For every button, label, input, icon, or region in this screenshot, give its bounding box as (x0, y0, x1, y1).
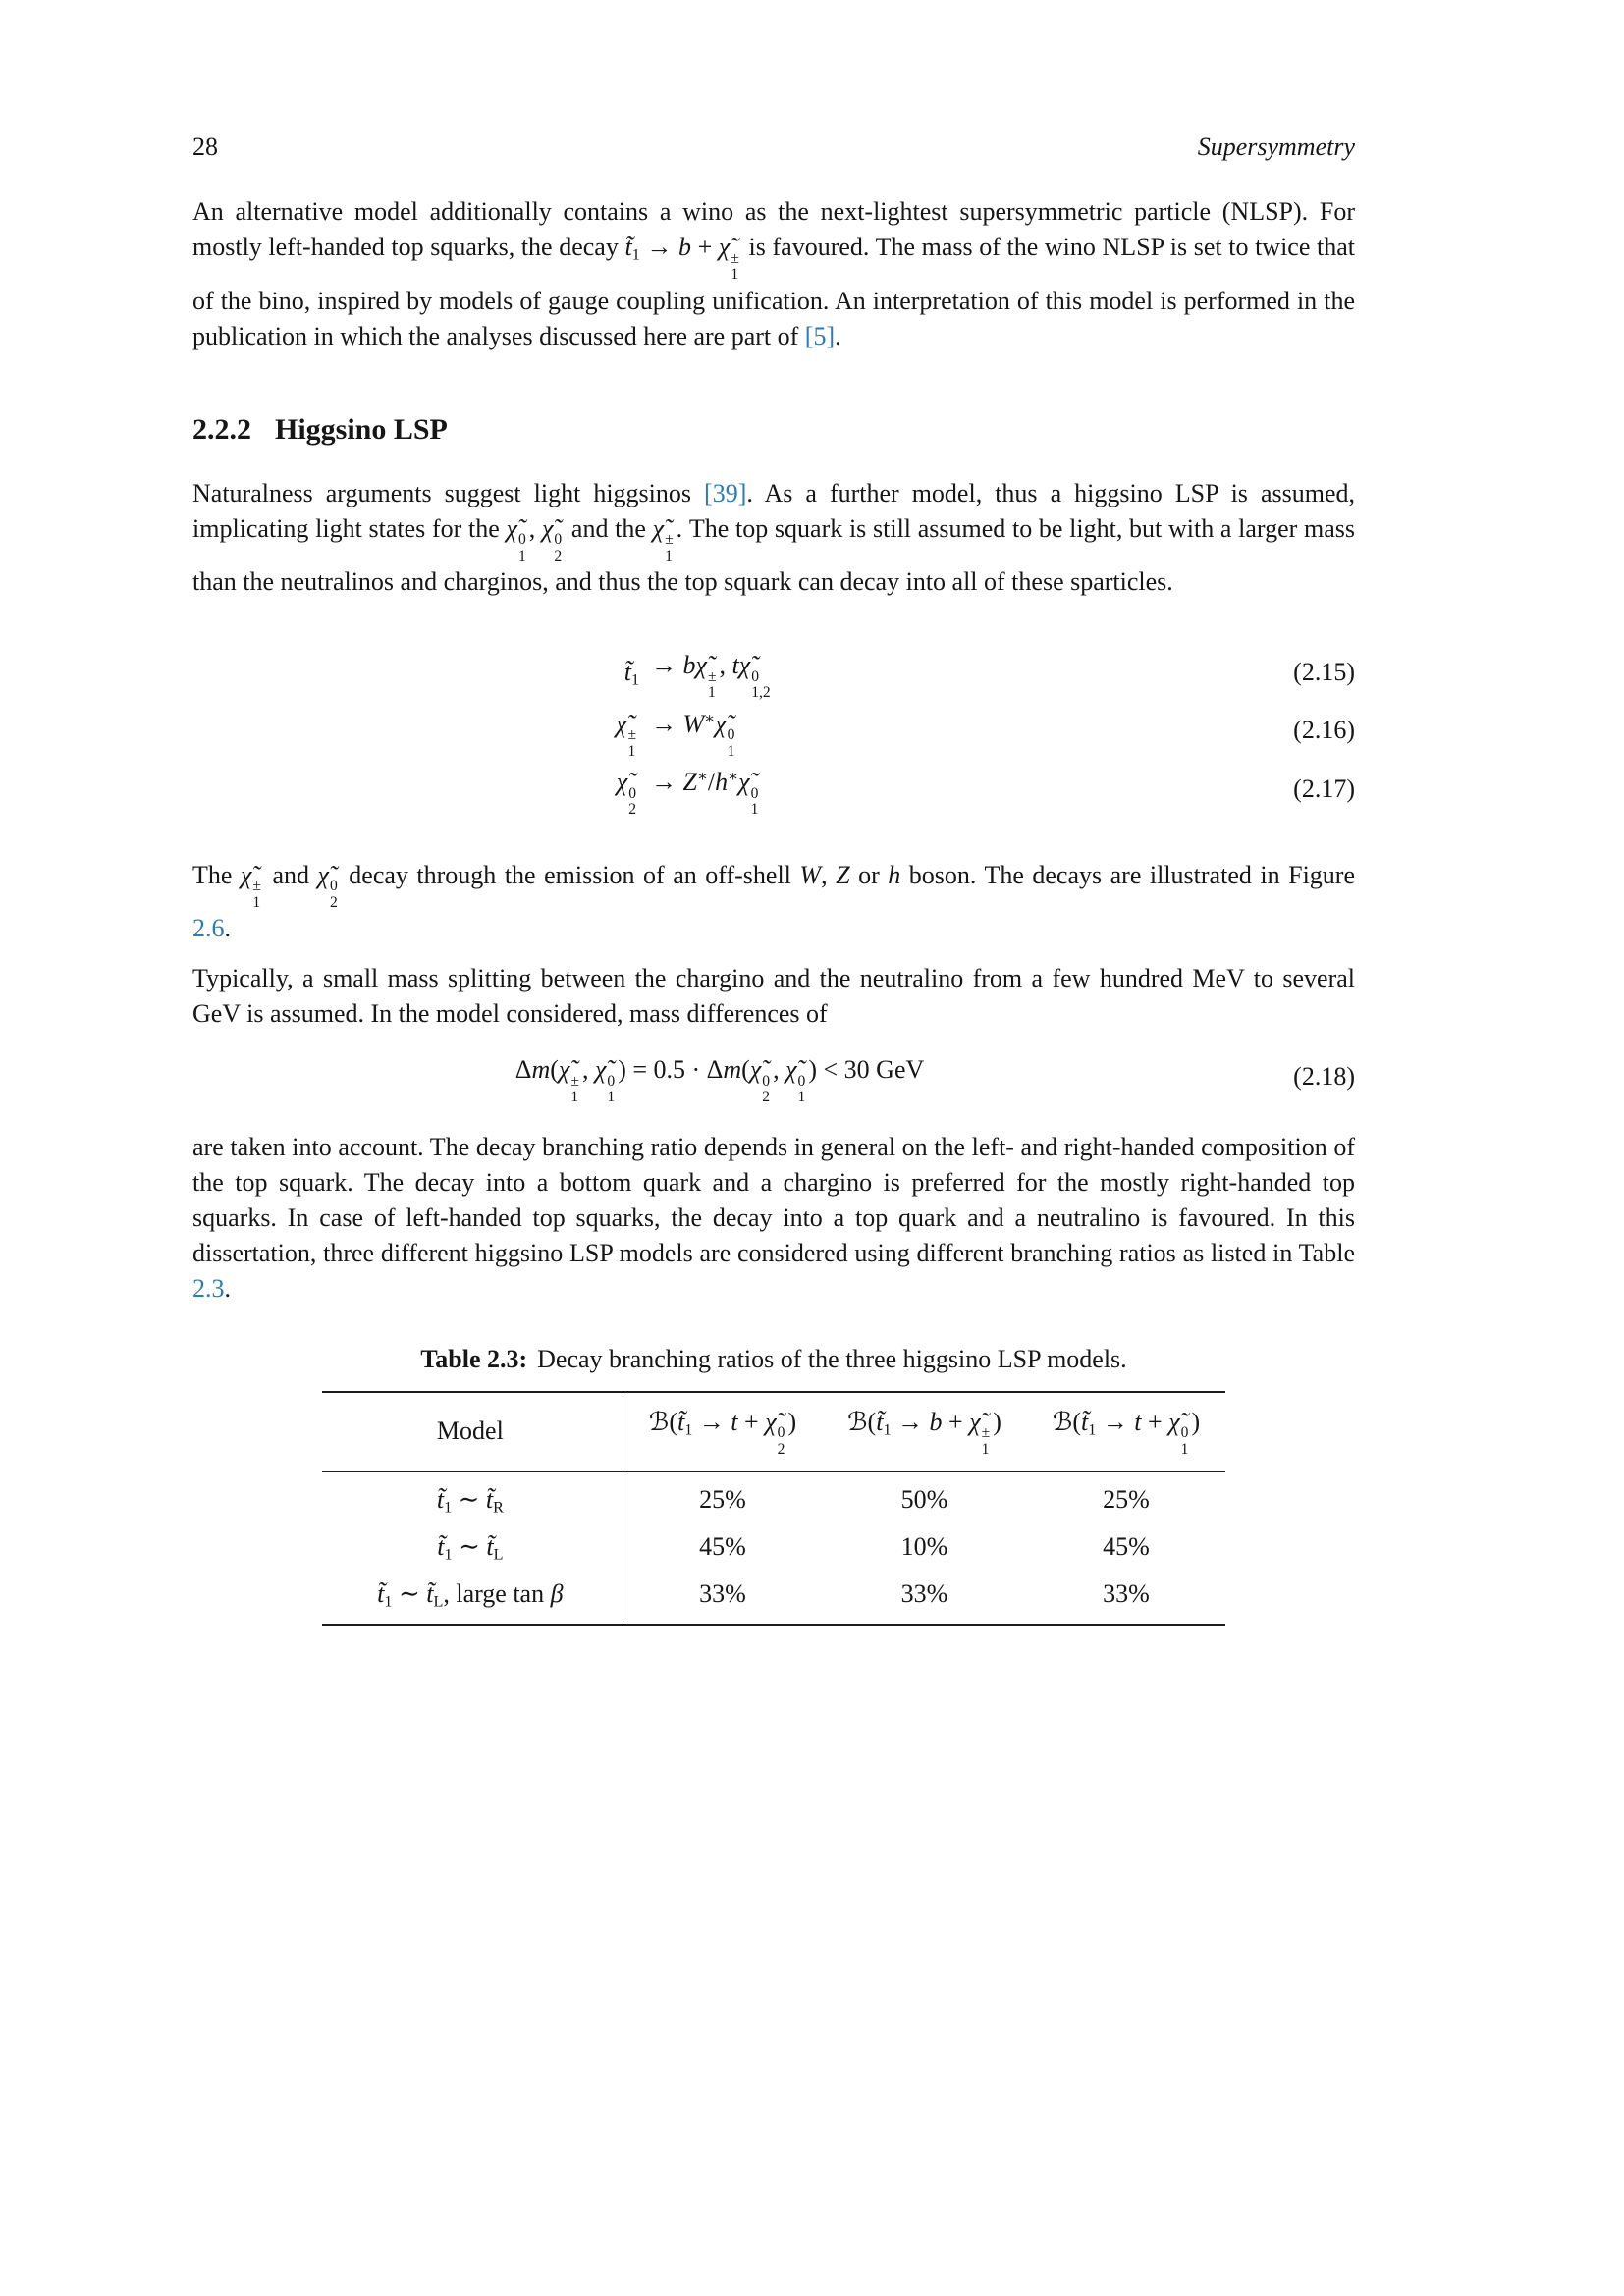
table-caption-text: Decay branching ratios of the three higgsino LSP models. (537, 1344, 1127, 1373)
paragraph-mass-splitting: Typically, a small mass splitting between the chargino and the neutralino from a few hundred MeV to several GeV is assumed. In the model considered, mass differences of (192, 964, 1355, 1029)
equation-group-decays (192, 643, 1355, 819)
table-caption (232, 1342, 1316, 1377)
equation-2-17 (192, 760, 1355, 819)
value-cell: 45% (1103, 1532, 1150, 1562)
table-row-stop-left-large-tanb (322, 1571, 1225, 1625)
paragraph-wino-nlsp: An alternative model additionally contains a wino as the next-lightest supersymmetric particle (NLSP). For mostly left-handed top squarks, the decay $t̃_1 \to b$ + χ̃ ± 1 is favoured. The mass of the wino NLSP is set to twice that of the bino, inspired by models of gauge coupling unification. An interpretation of this model is performed in the publication in which the analyses discussed here are part of [5]. (192, 197, 1355, 350)
equation-lhs: χ̃ ± 1 (615, 709, 636, 760)
section-number: 2.2.2 (192, 412, 251, 446)
value-cell: 33% (900, 1579, 948, 1609)
table-row-stop-left (322, 1523, 1225, 1571)
page-number: 28 (192, 133, 218, 161)
col-header-br-b-chi1pm: $ℬ(t̃_1 \to b$ + χ̃ ± 1 ) (847, 1407, 1001, 1458)
figure-link-2-6[interactable]: 2.6 (192, 914, 225, 943)
page-header (192, 130, 1355, 165)
col-header-model: Model (322, 1392, 623, 1472)
running-title: Supersymmetry (1197, 133, 1355, 161)
section-heading (192, 411, 1355, 449)
col-header-br-t-chi20: $ℬ(t̃_1 \to t$ + χ̃ 0 2 ) (648, 1407, 797, 1458)
model-cell: $t̃_1$ ∼ $t̃_L$ (322, 1523, 623, 1571)
equation-number: (2.18) (1293, 1061, 1355, 1091)
branching-ratio-table (322, 1391, 1225, 1627)
equation-number: (2.16) (1293, 716, 1355, 745)
table-header-row (322, 1392, 1225, 1472)
equation-lhs: $t̃_1$ (623, 657, 639, 689)
table-row-stop-right (322, 1472, 1225, 1524)
value-cell: 10% (900, 1532, 948, 1562)
equation-number: (2.15) (1293, 657, 1355, 686)
equation-body: Δm(χ̃ ± 1 , χ̃ 0 1 ) = 0.5 · Δm(χ̃ 0 2 , χ̃ 0 1 ) < 30 GeV (514, 1055, 925, 1106)
equation-2-18 (192, 1047, 1355, 1106)
citation-link-5[interactable]: [5] (804, 321, 836, 350)
citation-link-39[interactable]: [39] (704, 478, 747, 507)
model-cell: $t̃_1$ ∼ $t̃_L$, large tan β (322, 1571, 623, 1625)
equation-lhs: χ̃ 0 2 (616, 768, 636, 819)
paragraph-higgsino-intro: Naturalness arguments suggest light higgsinos [39]. As a further model, thus a higgsino LSP is assumed, implicating light states for the χ̃ 0 1 , χ̃ 0 2 and the χ̃ ± 1 . The top squark is still assumed to be light, but with a larger mass than the neutralinos and charginos, and thus the top squark can decay into all of these sparticles. (192, 478, 1356, 597)
equation-2-16 (192, 702, 1355, 761)
table-link-2-3[interactable]: 2.3 (192, 1273, 225, 1303)
paragraph-branching-ratios: are taken into account. The decay branching ratio depends in general on the left- and right-handed composition of the top squark. The decay into a bottom quark and a chargino is preferred for the mostly right-handed top squarks. In case of left-handed top squarks, the decay into a top quark and a neutralino is favoured. In this dissertation, three different higgsino LSP models are considered using different branching ratios as listed in Table 2.3. (192, 1132, 1355, 1303)
value-cell: 33% (699, 1579, 746, 1609)
model-cell: $t̃_1$ ∼ $t̃_R$ (322, 1472, 623, 1524)
value-cell: 50% (900, 1485, 948, 1515)
value-cell: 45% (699, 1532, 746, 1562)
section-title: Higgsino LSP (275, 412, 448, 446)
equation-number: (2.17) (1293, 774, 1355, 803)
value-cell: 33% (1103, 1579, 1150, 1609)
paragraph-offshell-decays: The χ̃ ± 1 and χ̃ 0 2 decay through the emission of an off-shell W, Z or h boson. The decays are illustrated in Figure 2.6. (192, 860, 1355, 943)
table-caption-label: Table 2.3: (420, 1344, 528, 1373)
equation-2-15 (192, 643, 1355, 702)
value-cell: 25% (1103, 1485, 1150, 1515)
value-cell: 25% (699, 1485, 746, 1515)
equation-rhs: → bχ̃ ± 1 , tχ̃ 0 1,2 (651, 651, 771, 702)
col-header-br-t-chi10: $ℬ(t̃_1 \to t$ + χ̃ 0 1 ) (1052, 1407, 1201, 1458)
equation-rhs: → W∗χ̃ 0 1 (651, 709, 735, 760)
equation-rhs: → Z∗/h∗χ̃ 0 1 (651, 768, 759, 819)
